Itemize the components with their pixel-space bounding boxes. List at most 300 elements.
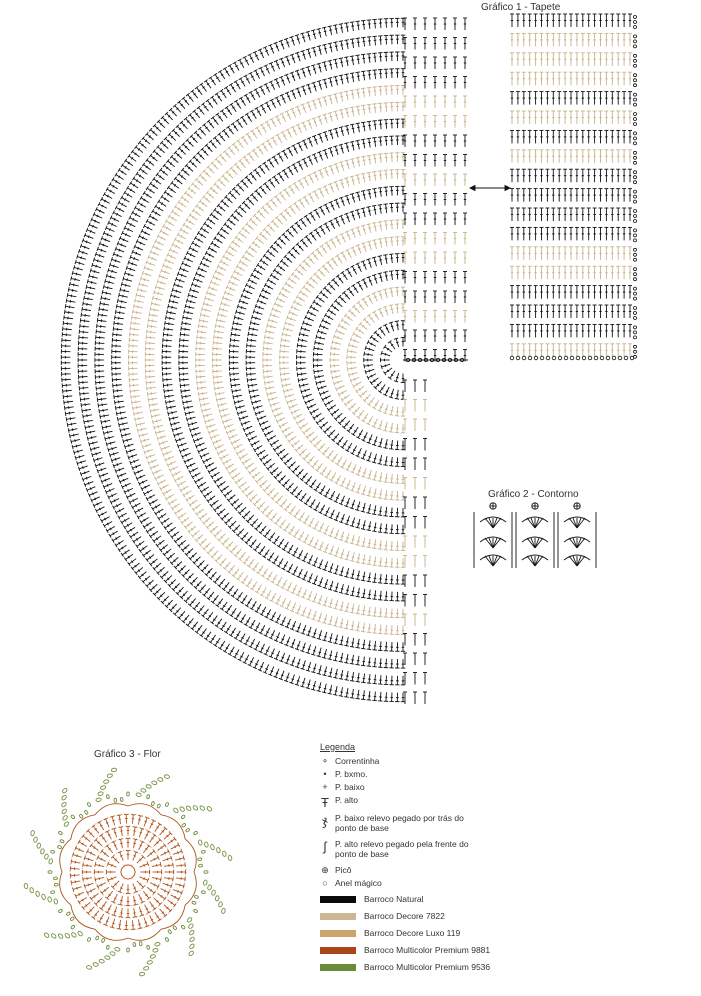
rug-stitch-mark [339, 636, 343, 645]
rug-stitch-mark [317, 46, 321, 55]
rect-stitch-mark [551, 150, 555, 163]
rug-stitch-mark [283, 326, 292, 330]
rug-stitch-mark [268, 397, 277, 402]
rug-stitch-mark [97, 318, 106, 322]
rug-edge-stitch [403, 116, 407, 128]
rect-stitch-mark [563, 247, 567, 260]
rug-stitch-mark [361, 503, 365, 512]
rug-stitch-mark [210, 616, 217, 625]
rect-stitch-mark [593, 150, 597, 163]
rect-stitch-mark [545, 33, 549, 46]
rug-stitch-mark [163, 383, 172, 387]
rect-stitch-mark [587, 111, 591, 124]
rug-stitch-mark [142, 444, 151, 449]
color-swatch [320, 930, 356, 937]
rug-stitch-mark [389, 170, 393, 179]
rug-stitch-mark [330, 358, 339, 362]
rug-stitch-mark [95, 369, 104, 373]
rug-stitch-mark [355, 501, 360, 510]
rug-stitch-mark [67, 293, 76, 297]
rug-stitch-mark [295, 88, 300, 97]
rect-stitch-mark [604, 72, 608, 85]
flower-stitch-mark [111, 894, 117, 903]
rect-stitch-mark [516, 72, 520, 85]
rug-stitch-mark [210, 96, 217, 105]
rug-stitch-mark [264, 375, 273, 379]
rug-stitch-mark [64, 406, 73, 410]
rug-stitch-mark [270, 440, 279, 447]
rect-stitch-mark [569, 189, 573, 202]
rug-stitch-mark [96, 329, 105, 333]
color-swatch [320, 947, 356, 954]
rug-stitch-mark [228, 521, 236, 529]
rug-stitch-mark [213, 346, 222, 350]
rug-stitch-mark [334, 199, 340, 208]
rug-stitch-mark [295, 268, 303, 275]
rect-stitch-mark [604, 189, 608, 202]
rect-stitch-mark [599, 150, 603, 163]
rug-stitch-mark [240, 179, 248, 187]
rug-stitch-mark [64, 400, 73, 404]
rug-stitch-mark [350, 587, 354, 596]
rug-stitch-mark [137, 287, 146, 291]
rug-stitch-mark [367, 623, 371, 632]
rug-stitch-mark [174, 433, 183, 438]
rug-stitch-mark [341, 318, 350, 325]
legend-color-row [320, 945, 700, 955]
rug-stitch-mark [110, 498, 119, 504]
rug-stitch-mark [383, 289, 387, 298]
rect-stitch-mark [510, 53, 514, 66]
rect-stitch-mark [622, 247, 626, 260]
rug-stitch-mark [247, 343, 256, 347]
rug-stitch-mark [270, 99, 276, 108]
rect-stitch-mark [622, 266, 626, 279]
rug-stitch-mark [222, 419, 231, 424]
rug-stitch-mark [257, 210, 265, 218]
rug-edge-stitch [443, 252, 447, 264]
rug-stitch-mark [281, 338, 290, 342]
rug-stitch-mark [268, 533, 275, 542]
rug-stitch-mark [112, 355, 121, 359]
flower-stitch-mark [138, 815, 142, 824]
rug-stitch-mark [225, 250, 234, 257]
rug-stitch-mark [148, 318, 157, 322]
rug-stitch-mark [227, 565, 234, 573]
rug-stitch-mark [352, 305, 360, 313]
rug-edge-stitch [423, 380, 427, 392]
rug-stitch-mark [279, 671, 284, 680]
rug-stitch-mark [292, 163, 298, 172]
rug-stitch-mark [129, 344, 138, 348]
rug-stitch-mark [95, 363, 104, 367]
rug-stitch-mark [145, 352, 154, 356]
rug-stitch-mark [317, 577, 322, 586]
rect-stitch-mark [545, 305, 549, 318]
rug-stitch-mark [113, 463, 122, 468]
rug-stitch-mark [207, 120, 214, 128]
rug-stitch-mark [339, 197, 344, 206]
rect-stitch-mark [587, 344, 591, 357]
rug-edge-stitch [423, 439, 427, 451]
rug-stitch-mark [372, 257, 377, 266]
rug-stitch-mark [211, 241, 220, 248]
rect-stitch-mark [599, 33, 603, 46]
rug-stitch-mark [280, 366, 289, 370]
rug-stitch-mark [194, 131, 202, 139]
rug-stitch-mark [333, 600, 337, 609]
rug-edge-stitch [423, 96, 427, 108]
rug-stitch-mark [323, 167, 328, 176]
rug-stitch-mark [401, 693, 405, 702]
rug-stitch-mark [301, 625, 306, 634]
rug-stitch-mark [219, 558, 227, 566]
rug-stitch-mark [182, 321, 191, 325]
rug-stitch-mark [319, 422, 327, 429]
rug-stitch-mark [361, 589, 365, 598]
legend-symbol-row [320, 865, 700, 875]
rug-stitch-mark [328, 633, 332, 642]
rug-stitch-mark [331, 346, 340, 350]
rug-stitch-mark [366, 259, 371, 268]
rug-stitch-mark [155, 239, 164, 245]
rug-stitch-mark [86, 431, 95, 435]
rug-stitch-mark [165, 600, 173, 608]
flower-stitch-mark [71, 859, 80, 863]
rug-stitch-mark [192, 155, 200, 163]
rug-stitch-mark [251, 273, 260, 279]
rug-stitch-mark [166, 159, 174, 166]
flower-stitch-mark [83, 877, 92, 881]
rug-stitch-mark [126, 527, 135, 534]
rug-edge-stitch [453, 174, 457, 186]
rug-stitch-mark [291, 272, 299, 279]
rug-stitch-mark [238, 231, 246, 238]
rug-stitch-mark [295, 52, 300, 61]
rug-stitch-mark [367, 470, 372, 479]
rug-stitch-mark [86, 228, 95, 233]
rug-stitch-mark [312, 118, 317, 127]
rug-stitch-mark [228, 64, 234, 73]
rug-stitch-mark [161, 195, 170, 202]
back-post-sc-icon: ჯ [322, 813, 328, 828]
rug-stitch-mark [189, 213, 198, 220]
rug-stitch-mark [165, 400, 174, 404]
rug-edge-stitch [413, 556, 417, 568]
rect-stitch-mark [545, 14, 549, 27]
rect-stitch-mark [540, 14, 544, 27]
rug-stitch-mark [250, 321, 259, 325]
rug-stitch-mark [301, 122, 307, 131]
rug-stitch-mark [302, 259, 310, 267]
rug-stitch-mark [62, 378, 71, 382]
rug-stitch-mark [401, 338, 405, 347]
rug-stitch-mark [378, 171, 382, 180]
rug-edge-stitch [423, 595, 427, 607]
rug-stitch-mark [302, 534, 308, 543]
rug-stitch-mark [175, 438, 184, 443]
rug-edge-stitch [403, 575, 407, 587]
rect-stitch-mark [516, 33, 520, 46]
rug-stitch-mark [215, 93, 222, 102]
rug-stitch-mark [142, 163, 151, 170]
rug-stitch-mark [395, 186, 399, 195]
rug-stitch-mark [135, 298, 144, 302]
rect-stitch-mark [534, 53, 538, 66]
rug-stitch-mark [275, 496, 283, 504]
rug-edge-stitch [413, 77, 417, 89]
rug-stitch-mark [243, 655, 249, 664]
rug-stitch-mark [395, 69, 399, 78]
rug-stitch-mark [311, 252, 318, 260]
rug-stitch-mark [98, 403, 107, 407]
rug-stitch-mark [161, 518, 170, 525]
flower-stitch-mark [97, 855, 106, 861]
rect-stitch-mark [563, 324, 567, 337]
rug-stitch-mark [249, 540, 256, 548]
rug-stitch-mark [384, 136, 388, 145]
rug-stitch-mark [350, 39, 354, 48]
rect-stitch-mark [510, 130, 514, 143]
rug-stitch-mark [266, 249, 274, 256]
rug-stitch-mark [339, 514, 344, 523]
rug-stitch-mark [300, 33, 305, 42]
rug-edge-stitch [403, 673, 407, 685]
rect-stitch-mark [575, 266, 579, 279]
rug-stitch-mark [389, 440, 393, 449]
rect-stitch-mark [622, 286, 626, 299]
rug-stitch-mark [322, 96, 327, 105]
rug-edge-stitch [463, 155, 467, 167]
rug-stitch-mark [149, 584, 157, 592]
rug-stitch-mark [378, 591, 382, 600]
rect-stitch-mark [534, 344, 538, 357]
flower-stitch-mark [160, 827, 168, 835]
flower-stitch-mark [126, 885, 130, 894]
rug-stitch-mark [260, 124, 267, 133]
rug-stitch-mark [304, 496, 311, 505]
flower-stitch-mark [173, 849, 182, 854]
rect-stitch-mark [622, 111, 626, 124]
rug-stitch-mark [253, 268, 262, 275]
rug-stitch-mark [247, 559, 254, 568]
rect-stitch-mark [516, 14, 520, 27]
rug-stitch-mark [361, 298, 368, 307]
rug-stitch-mark [366, 539, 370, 548]
rug-stitch-mark [378, 154, 382, 163]
rug-stitch-mark [318, 169, 324, 178]
rect-stitch-mark [587, 72, 591, 85]
flower-stitch-mark [105, 830, 111, 839]
rug-stitch-mark [389, 575, 393, 584]
rug-stitch-mark [328, 668, 332, 677]
rug-stitch-mark [231, 473, 240, 480]
rug-stitch-mark [131, 395, 140, 399]
rug-stitch-mark [339, 41, 343, 50]
rug-stitch-mark [290, 621, 295, 630]
rug-stitch-mark [286, 129, 292, 138]
rug-stitch-mark [322, 649, 326, 658]
rug-stitch-mark [264, 83, 270, 92]
rug-stitch-mark [389, 491, 393, 500]
rug-edge-stitch [443, 272, 447, 284]
rect-stitch-mark [628, 189, 632, 202]
rect-stitch-mark [587, 169, 591, 182]
rug-stitch-mark [186, 93, 193, 101]
rug-stitch-mark [378, 385, 385, 394]
rug-stitch-mark [81, 313, 90, 317]
rug-stitch-mark [333, 93, 337, 102]
rug-stitch-mark [106, 187, 115, 193]
rug-stitch-mark [272, 307, 281, 312]
rug-stitch-mark [374, 381, 382, 389]
flower-stitch-mark [124, 920, 128, 929]
rug-stitch-mark [162, 366, 171, 370]
rug-stitch-mark [131, 211, 140, 217]
rug-stitch-mark [84, 420, 93, 424]
rug-stitch-mark [270, 612, 276, 621]
rect-stitch-mark [522, 169, 526, 182]
rug-stitch-mark [176, 125, 184, 133]
rug-stitch-mark [334, 128, 339, 137]
rug-stitch-mark [366, 416, 372, 425]
rug-stitch-mark [389, 592, 393, 601]
rug-stitch-mark [328, 546, 333, 555]
rect-stitch-mark [599, 92, 603, 105]
rug-stitch-mark [260, 258, 269, 265]
rug-stitch-mark [129, 498, 138, 504]
rug-edge-stitch [413, 311, 417, 323]
rug-stitch-mark [395, 659, 399, 668]
rug-stitch-mark [296, 243, 304, 251]
rug-stitch-mark [322, 44, 326, 53]
rect-stitch-mark [599, 130, 603, 143]
rug-stitch-mark [157, 480, 166, 486]
rug-stitch-mark [249, 390, 258, 394]
rug-stitch-mark [80, 318, 89, 322]
rug-stitch-mark [144, 449, 153, 454]
rug-stitch-mark [174, 151, 182, 159]
flower-stitch-mark [107, 877, 116, 882]
rect-stitch-mark [510, 111, 514, 124]
rug-stitch-mark [339, 653, 343, 662]
rect-stitch-mark [575, 247, 579, 260]
rug-stitch-mark [335, 386, 344, 392]
rug-stitch-mark [263, 228, 271, 236]
rug-stitch-mark [134, 567, 142, 574]
rug-stitch-mark [295, 70, 300, 79]
rug-edge-stitch [403, 400, 407, 412]
rug-stitch-mark [165, 219, 174, 225]
rect-stitch-mark [616, 53, 620, 66]
rug-stitch-mark [238, 159, 245, 167]
rug-stitch-mark [311, 646, 316, 655]
rug-stitch-mark [210, 280, 219, 285]
rug-stitch-mark [350, 535, 355, 544]
rug-stitch-mark [196, 358, 205, 362]
rug-stitch-mark [388, 371, 395, 380]
rug-stitch-mark [333, 686, 337, 695]
rug-stitch-mark [244, 636, 250, 645]
rug-stitch-mark [146, 158, 154, 165]
rug-stitch-mark [132, 465, 141, 470]
rug-stitch-mark [172, 471, 181, 477]
flower-stitch-mark [137, 881, 145, 889]
rug-stitch-mark [149, 128, 157, 136]
rug-stitch-mark [167, 253, 176, 259]
rug-stitch-mark [162, 344, 171, 348]
rug-stitch-mark [147, 329, 156, 333]
rug-stitch-mark [280, 361, 289, 365]
flower-stitch-mark [144, 817, 149, 826]
rug-stitch-mark [66, 298, 75, 302]
rug-stitch-mark [189, 160, 197, 168]
rug-stitch-mark [309, 436, 317, 444]
rect-stitch-mark [581, 92, 585, 105]
rug-stitch-mark [174, 562, 182, 570]
rug-stitch-mark [253, 309, 262, 314]
rug-stitch-mark [213, 364, 222, 368]
rug-stitch-mark [361, 486, 366, 495]
rug-stitch-mark [329, 201, 335, 210]
rug-stitch-mark [367, 121, 371, 130]
color-label: Barroco Natural [364, 894, 424, 904]
rect-stitch-mark [628, 130, 632, 143]
rug-stitch-mark [121, 282, 130, 286]
legend-symbol-label: Picô [335, 865, 352, 875]
rug-stitch-mark [356, 244, 361, 253]
rug-stitch-mark [250, 582, 257, 591]
rug-stitch-mark [98, 202, 107, 208]
rect-stitch-mark [522, 150, 526, 163]
rug-stitch-mark [279, 422, 288, 428]
rug-stitch-mark [344, 213, 349, 222]
rug-stitch-mark [77, 461, 86, 466]
rug-stitch-mark [320, 467, 327, 476]
rug-edge-stitch [433, 116, 437, 128]
rug-stitch-mark [221, 174, 229, 182]
rug-stitch-mark [252, 562, 259, 571]
flower-stitch-mark [164, 832, 172, 840]
rug-stitch-mark [335, 457, 342, 466]
rug-stitch-mark [395, 457, 399, 466]
rug-stitch-mark [203, 414, 212, 419]
rug-stitch-mark [350, 655, 354, 664]
rug-stitch-mark [339, 109, 343, 118]
rug-edge-stitch [463, 194, 467, 206]
rug-stitch-mark [129, 366, 138, 370]
rug-stitch-mark [231, 439, 240, 445]
rug-stitch-mark [223, 644, 230, 653]
rug-stitch-mark [259, 421, 268, 427]
rug-edge-stitch [413, 116, 417, 128]
rug-stitch-mark [344, 654, 348, 663]
rug-edge-stitch [413, 380, 417, 392]
rug-stitch-mark [377, 290, 382, 299]
rug-stitch-mark [228, 191, 236, 199]
rug-stitch-mark [197, 606, 204, 614]
rug-stitch-mark [174, 476, 183, 482]
rug-stitch-mark [276, 449, 285, 456]
rug-stitch-mark [356, 410, 363, 418]
rug-stitch-mark [323, 489, 329, 498]
rug-edge-stitch [443, 194, 447, 206]
rug-stitch-mark [306, 644, 311, 653]
rug-stitch-mark [322, 79, 327, 88]
rug-stitch-mark [289, 674, 294, 683]
rug-stitch-mark [92, 452, 101, 457]
rug-stitch-mark [355, 140, 359, 149]
